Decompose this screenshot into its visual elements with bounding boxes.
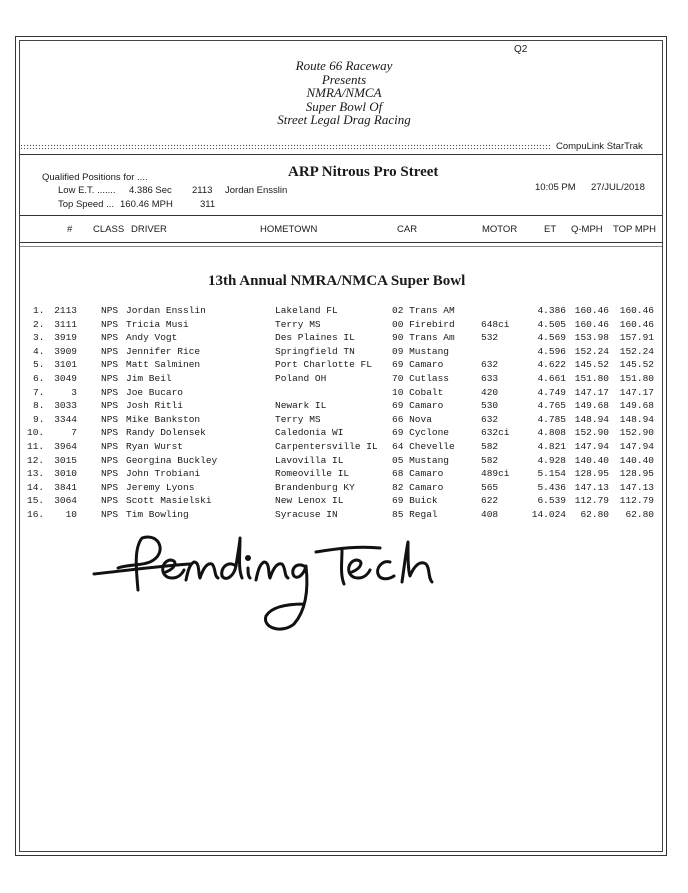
row-motor: 632 [481,413,499,425]
table-row [0,455,688,469]
row-motor: 489ci [481,468,510,480]
row-car: 64 Chevelle [392,441,455,452]
row-et: 14.024 [531,509,566,520]
row-qmph: 147.17 [574,386,609,398]
row-class: NPS [101,386,119,398]
row-position: 10. [27,427,45,439]
col-header-driver: DRIVER [131,224,167,235]
row-top-mph: 152.24 [619,345,654,357]
row-number: 3919 [54,332,77,344]
row-motor: 632 [481,359,499,371]
row-class: NPS [101,481,119,493]
table-row [0,414,688,428]
row-position: 4. [33,345,45,357]
divider [20,242,662,243]
row-qmph: 152.24 [574,345,609,357]
row-et: 4.569 [537,332,566,344]
low-et-value: 4.386 Sec [129,185,172,196]
row-qmph: 151.80 [574,373,609,384]
row-position: 12. [27,454,45,466]
table-row [0,305,688,319]
qualified-caption: Qualified Positions for .... [42,172,148,183]
header-line-4: Super Bowl Of [305,99,383,114]
row-top-mph: 160.46 [619,305,654,316]
row-number: 3101 [54,359,77,371]
row-qmph: 62.80 [580,509,609,520]
row-number: 3033 [54,400,77,412]
divider [20,154,662,155]
top-speed-value: 160.46 MPH [120,199,173,210]
row-number: 3344 [54,413,77,425]
table-row [0,468,688,482]
table-row [0,427,688,441]
row-driver: Matt Salminen [126,359,201,371]
low-et-label: Low E.T. ....... [58,185,116,196]
event-title: 13th Annual NMRA/NMCA Super Bowl [208,273,466,289]
row-car: 85 Regal [392,509,438,520]
row-hometown: Lavovilla IL [275,454,344,466]
row-motor: 622 [481,495,499,507]
row-qmph: 147.13 [574,481,609,493]
row-motor: 565 [481,481,499,493]
row-position: 1. [33,305,45,316]
row-driver: Jim Beil [126,373,172,384]
row-qmph: 112.79 [574,495,609,507]
row-position: 16. [27,509,45,520]
row-number: 3111 [54,318,77,330]
table-row [0,359,688,373]
col-header-topmph: TOP MPH [613,224,656,235]
row-et: 4.505 [537,318,566,330]
row-driver: Mike Bankston [126,413,201,425]
row-hometown: Caledonia WI [275,427,344,439]
row-driver: John Trobiani [126,468,201,480]
row-driver: Tricia Musi [126,318,189,330]
class-title: ARP Nitrous Pro Street [288,164,439,180]
row-number: 3909 [54,345,77,357]
row-motor: 582 [481,441,499,452]
col-header-hometown: HOMETOWN [260,224,318,235]
row-driver: Tim Bowling [126,509,189,520]
top-speed-label: Top Speed ... [58,199,114,210]
row-class: NPS [101,359,119,371]
row-et: 6.539 [537,495,566,507]
row-et: 4.765 [537,400,566,412]
row-number: 10 [65,509,77,520]
row-hometown: Springfield TN [275,345,355,357]
row-driver: Georgina Buckley [126,454,218,466]
row-hometown: Syracuse IN [275,509,338,520]
row-motor: 532 [481,332,499,344]
report-time: 10:05 PM [535,182,576,193]
row-motor: 408 [481,509,499,520]
row-motor: 582 [481,454,499,466]
row-top-mph: 147.17 [619,386,654,398]
row-top-mph: 148.94 [619,413,654,425]
row-car: 82 Camaro [392,481,444,493]
row-number: 3015 [54,454,77,466]
row-qmph: 160.46 [574,305,609,316]
row-motor: 530 [481,400,499,412]
row-hometown: Romeoville IL [275,468,350,480]
row-top-mph: 145.52 [619,359,654,371]
col-header-car: CAR [397,224,418,235]
table-row [0,319,688,333]
row-top-mph: 140.40 [619,454,654,466]
low-et-driver: Jordan Ensslin [225,185,288,196]
row-et: 4.661 [537,373,566,384]
row-et: 4.821 [537,441,566,452]
row-number: 3964 [54,441,77,452]
row-qmph: 140.40 [574,454,609,466]
row-top-mph: 62.80 [625,509,654,520]
row-car: 10 Cobalt [392,386,444,398]
row-number: 7 [71,427,77,439]
row-position: 2. [33,318,45,330]
system-label: CompuLink StarTrak [556,141,643,152]
row-driver: Jennifer Rice [126,345,201,357]
row-class: NPS [101,509,119,520]
row-car: 69 Camaro [392,400,444,412]
table-row [0,387,688,401]
row-driver: Jeremy Lyons [126,481,195,493]
row-car: 90 Trans Am [392,332,455,344]
row-top-mph: 128.95 [619,468,654,480]
row-class: NPS [101,318,119,330]
row-et: 4.596 [537,345,566,357]
row-motor: 633 [481,373,499,384]
table-row [0,400,688,414]
row-top-mph: 147.94 [619,441,654,452]
row-position: 14. [27,481,45,493]
row-position: 11. [27,441,45,452]
row-car: 69 Camaro [392,359,444,371]
row-et: 4.386 [537,305,566,316]
row-car: 69 Buick [392,495,438,507]
row-position: 6. [33,373,45,384]
row-car: 02 Trans AM [392,305,455,316]
row-motor: 648ci [481,318,510,330]
row-top-mph: 151.80 [619,373,654,384]
divider [20,215,662,216]
row-qmph: 152.90 [574,427,609,439]
row-driver: Scott Masielski [126,495,212,507]
row-qmph: 153.98 [574,332,609,344]
top-speed-car: 311 [200,199,216,210]
row-hometown: Des Plaines IL [275,332,355,344]
row-top-mph: 160.46 [619,318,654,330]
corner-code: Q2 [514,44,528,55]
row-top-mph: 157.91 [619,332,654,344]
row-driver: Josh Ritli [126,400,184,412]
dotted-band [20,144,550,150]
table-row [0,495,688,509]
col-header-qmph: Q-MPH [571,224,603,235]
row-qmph: 145.52 [574,359,609,371]
header-line-2: Presents [321,72,367,87]
row-position: 3. [33,332,45,344]
row-position: 13. [27,468,45,480]
row-hometown: Lakeland FL [275,305,338,316]
col-header-et: ET [544,224,557,235]
row-class: NPS [101,427,119,439]
row-hometown: Carpentersville IL [275,441,378,452]
row-motor: 632ci [481,427,510,439]
row-class: NPS [101,332,119,344]
row-car: 09 Mustang [392,345,450,357]
row-car: 69 Cyclone [392,427,450,439]
row-qmph: 128.95 [574,468,609,480]
row-qmph: 160.46 [574,318,609,330]
col-header-class: CLASS [93,224,125,235]
header-line-1: Route 66 Raceway [295,58,393,73]
row-hometown: Port Charlotte FL [275,359,372,371]
row-class: NPS [101,468,119,480]
row-qmph: 149.68 [574,400,609,412]
table-row [0,332,688,346]
header-line-3: NMRA/NMCA [306,85,382,100]
row-top-mph: 147.13 [619,481,654,493]
row-hometown: Terry MS [275,318,321,330]
row-number: 3049 [54,373,77,384]
handwritten-note [90,528,450,648]
row-position: 7. [33,386,45,398]
row-position: 8. [33,400,45,412]
row-position: 9. [33,413,45,425]
table-row [0,509,688,523]
row-et: 4.808 [537,427,566,439]
row-hometown: Terry MS [275,413,321,425]
row-class: NPS [101,400,119,412]
table-row [0,441,688,455]
results-table [0,305,688,530]
row-position: 15. [27,495,45,507]
row-et: 4.928 [537,454,566,466]
row-class: NPS [101,413,119,425]
row-top-mph: 112.79 [619,495,654,507]
divider [20,246,662,247]
row-driver: Joe Bucaro [126,386,184,398]
table-row [0,482,688,496]
row-qmph: 147.94 [574,441,609,452]
row-class: NPS [101,345,119,357]
row-top-mph: 149.68 [619,400,654,412]
row-hometown: New Lenox IL [275,495,344,507]
row-et: 4.622 [537,359,566,371]
row-car: 00 Firebird [392,318,455,330]
row-et: 5.436 [537,481,566,493]
row-car: 70 Cutlass [392,373,450,384]
col-header-num: # [67,224,73,235]
row-hometown: Newark IL [275,400,327,412]
row-number: 3 [71,386,77,398]
header-line-5: Street Legal Drag Racing [277,112,411,127]
row-class: NPS [101,441,119,452]
row-car: 05 Mustang [392,454,450,466]
row-et: 4.785 [537,413,566,425]
low-et-car: 2113 [192,185,213,196]
row-et: 5.154 [537,468,566,480]
row-number: 3010 [54,468,77,480]
row-class: NPS [101,495,119,507]
row-top-mph: 152.90 [619,427,654,439]
row-class: NPS [101,305,119,316]
row-driver: Randy Dolensek [126,427,206,439]
row-qmph: 148.94 [574,413,609,425]
col-header-motor: MOTOR [482,224,518,235]
report-date: 27/JUL/2018 [591,182,645,193]
row-class: NPS [101,373,119,384]
table-row [0,373,688,387]
row-car: 68 Camaro [392,468,444,480]
row-car: 66 Nova [392,413,432,425]
row-number: 3841 [54,481,77,493]
table-row [0,346,688,360]
row-number: 3064 [54,495,77,507]
row-class: NPS [101,454,119,466]
row-et: 4.749 [537,386,566,398]
row-driver: Jordan Ensslin [126,305,206,316]
row-hometown: Poland OH [275,373,327,384]
row-driver: Ryan Wurst [126,441,184,452]
row-driver: Andy Vogt [126,332,178,344]
row-motor: 420 [481,386,499,398]
row-position: 5. [33,359,45,371]
row-hometown: Brandenburg KY [275,481,355,493]
row-number: 2113 [54,305,77,316]
